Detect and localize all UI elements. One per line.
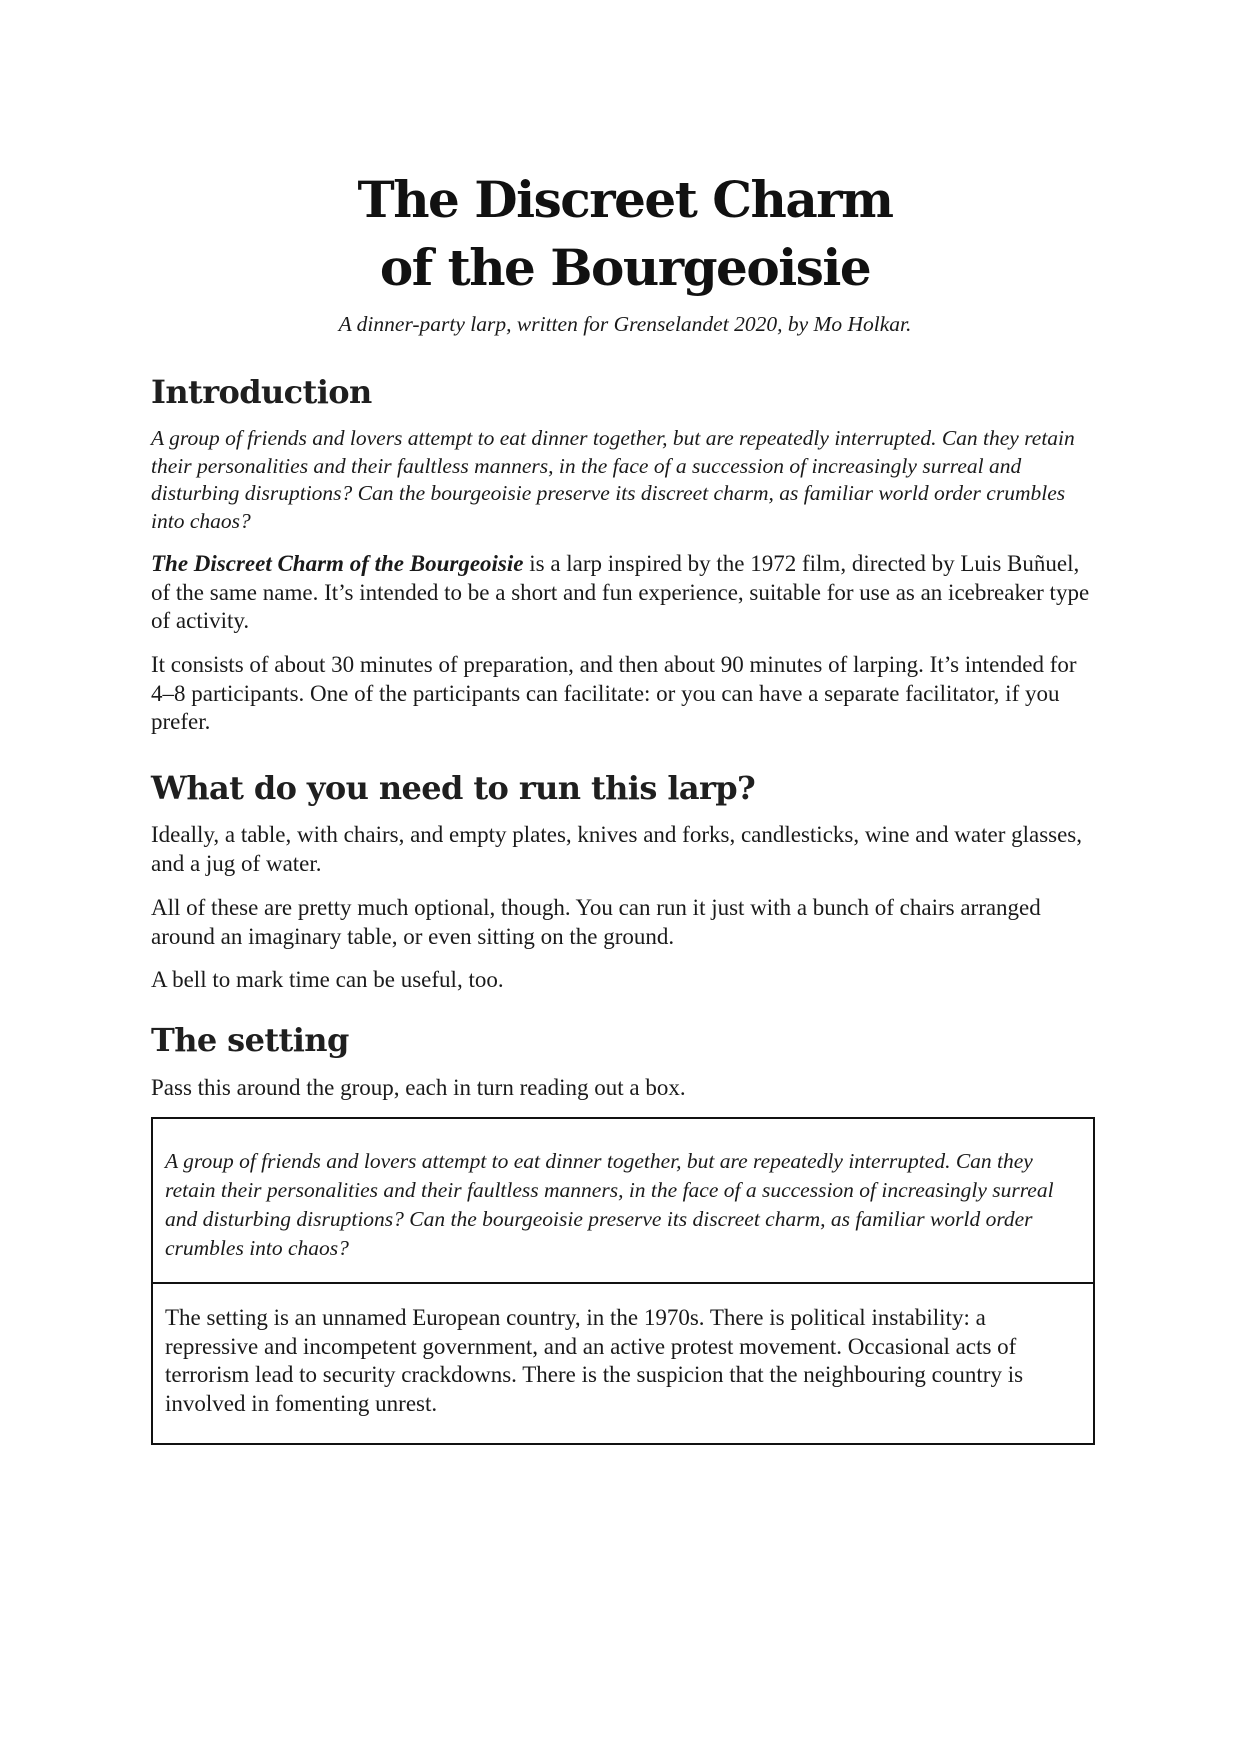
introduction-heading: Introduction <box>151 373 372 411</box>
introduction-paragraph-2: It consists of about 30 minutes of preparation, and then about 90 minutes of larping. It’s intended for 4–8 participants. One of the participants can facilitate: or you can have a separate facilitator, if you prefer. <box>151 652 1077 734</box>
setting-heading: The setting <box>151 1021 349 1059</box>
introduction-blurb: A group of friends and lovers attempt to eat dinner together, but are repeatedly interrupted. Can they retain their personalities and their faultless manners, in the face of a succession of increasingly surreal and disturbing disruptions? Can the bourgeoisie preserve its discreet charm, as familiar world order crumbles into chaos? <box>151 426 1075 533</box>
reading-boxes <box>151 1117 1095 1445</box>
title-line-2: of the Bourgeoisie <box>379 238 871 297</box>
reading-box <box>153 1284 1093 1443</box>
reading-box-text: A group of friends and lovers attempt to eat dinner together, but are repeatedly interrupted. Can they retain their personalities and their faultless manners, in the face of a succession of increasingly surreal and disturbing disruptions? Can the bourgeoisie preserve its discreet charm, as familiar world order crumbles into chaos? <box>165 1149 1054 1260</box>
title-line-1: The Discreet Charm <box>357 170 893 229</box>
introduction-paragraph-1-text: is a larp inspired by the 1972 film, directed by Luis Buñuel, of the same name. It’s intended to be a short and fun experience, suitable for use as an icebreaker type of activity. <box>151 551 1090 633</box>
reading-box-text: The setting is an unnamed European country, in the 1970s. There is political instability: a repressive and incompetent government, and an active protest movement. Occasional acts of terrorism lead to security crackdowns. There is the suspicion that the neighbouring country is involved in fomenting unrest. <box>165 1305 1024 1416</box>
page-title <box>150 166 1100 302</box>
requirements-paragraph-3: A bell to mark time can be useful, too. <box>151 967 504 992</box>
requirements-paragraph-2: All of these are pretty much optional, though. You can run it just with a bunch of chairs arranged around an imaginary table, or even sitting on the ground. <box>151 895 1041 949</box>
setting-instruction: Pass this around the group, each in turn reading out a box. <box>151 1075 686 1100</box>
introduction-paragraph-1 <box>151 550 1096 636</box>
requirements-paragraph-1: Ideally, a table, with chairs, and empty plates, knives and forks, candlesticks, wine and water glasses, and a jug of water. <box>151 822 1083 876</box>
page-subtitle: A dinner-party larp, written for Grenselandet 2020, by Mo Holkar. <box>338 312 912 336</box>
title-block <box>150 166 1100 338</box>
requirements-heading: What do you need to run this larp? <box>151 769 756 807</box>
larp-title-emphasis: The Discreet Charm of the Bourgeoisie <box>151 551 524 576</box>
reading-box <box>153 1119 1093 1284</box>
